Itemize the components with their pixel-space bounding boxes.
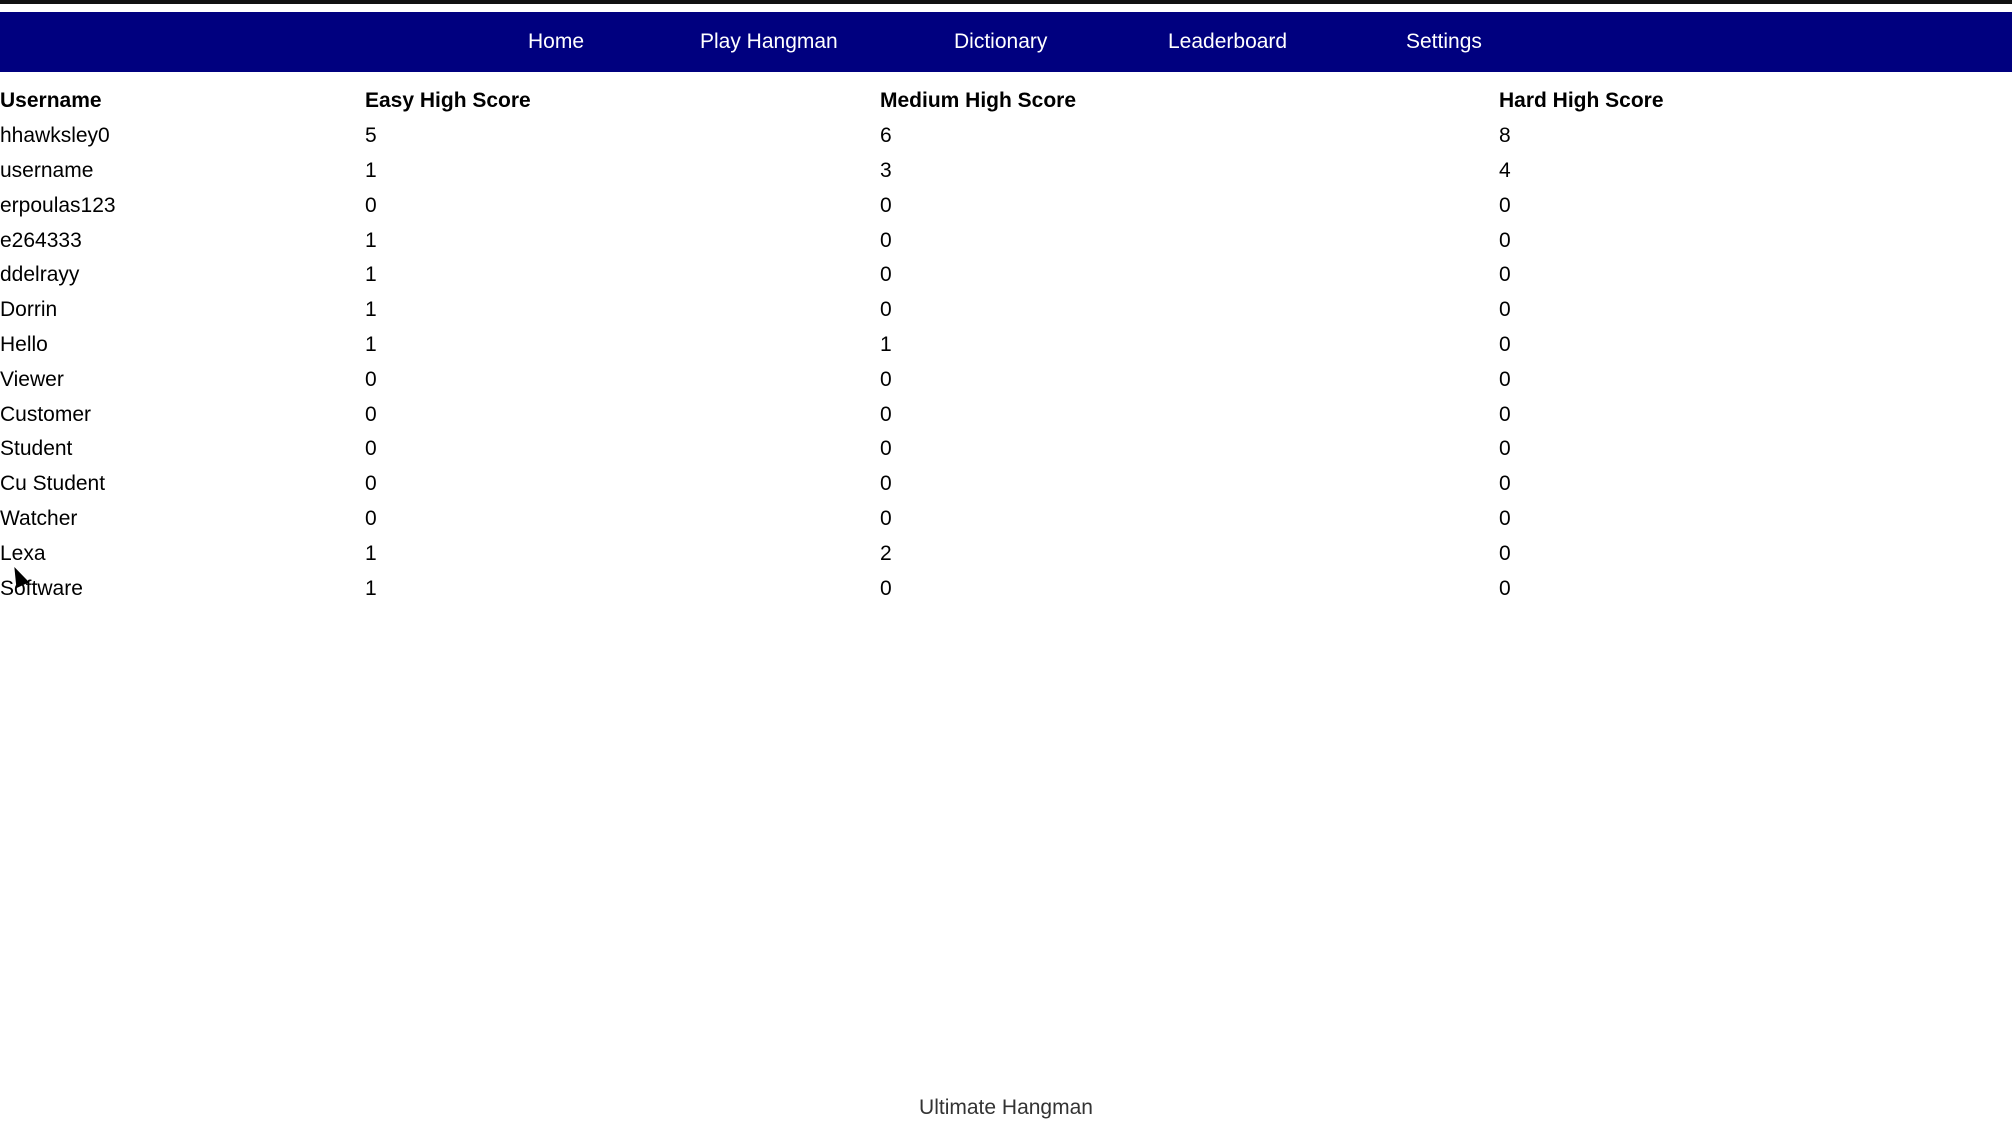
cell-medium-score: 6 xyxy=(880,124,892,148)
nav-dictionary-link[interactable]: Dictionary xyxy=(954,30,1048,53)
cell-medium-score: 0 xyxy=(880,193,892,217)
cell-username: username xyxy=(0,158,94,182)
table-row xyxy=(0,467,2012,502)
cell-easy-score: 1 xyxy=(365,332,377,356)
table-row xyxy=(0,536,2012,571)
cell-medium-score: 0 xyxy=(880,402,892,426)
cell-hard-score: 0 xyxy=(1499,367,1511,391)
header-easy-score: Easy High Score xyxy=(365,89,531,113)
cell-easy-score: 1 xyxy=(365,228,377,252)
cell-medium-score: 0 xyxy=(880,576,892,600)
table-row xyxy=(0,328,2012,363)
cell-hard-score: 8 xyxy=(1499,124,1511,148)
table-row xyxy=(0,119,2012,154)
cell-easy-score: 1 xyxy=(365,541,377,565)
nav-settings-link[interactable]: Settings xyxy=(1406,30,1482,53)
cell-username: Dorrin xyxy=(0,298,58,322)
cell-medium-score: 0 xyxy=(880,298,892,322)
cell-easy-score: 0 xyxy=(365,437,377,461)
cell-hard-score: 0 xyxy=(1499,228,1511,252)
cell-username: ddelrayy xyxy=(0,263,80,287)
header-medium-score: Medium High Score xyxy=(880,89,1077,113)
cell-easy-score: 1 xyxy=(365,298,377,322)
cell-username: Watcher xyxy=(0,506,78,530)
table-row xyxy=(0,258,2012,293)
cell-hard-score: 0 xyxy=(1499,576,1511,600)
leaderboard-table xyxy=(0,84,2012,606)
cell-easy-score: 0 xyxy=(365,472,377,496)
cell-medium-score: 1 xyxy=(880,332,892,356)
header-username: Username xyxy=(0,89,102,113)
cell-hard-score: 4 xyxy=(1499,158,1511,182)
cell-hard-score: 0 xyxy=(1499,263,1511,287)
table-header-row xyxy=(0,84,2012,119)
cell-easy-score: 5 xyxy=(365,124,377,148)
nav-leaderboard-link[interactable]: Leaderboard xyxy=(1168,30,1288,53)
cell-easy-score: 1 xyxy=(365,158,377,182)
table-row xyxy=(0,154,2012,189)
cell-hard-score: 0 xyxy=(1499,193,1511,217)
cell-medium-score: 0 xyxy=(880,228,892,252)
cell-medium-score: 0 xyxy=(880,506,892,530)
cell-username: Customer xyxy=(0,402,92,426)
table-row xyxy=(0,293,2012,328)
table-row xyxy=(0,502,2012,537)
cell-medium-score: 2 xyxy=(880,541,892,565)
cell-username: Cu Student xyxy=(0,472,106,496)
cell-medium-score: 0 xyxy=(880,367,892,391)
top-border xyxy=(0,0,2012,12)
cell-medium-score: 0 xyxy=(880,263,892,287)
cell-easy-score: 0 xyxy=(365,193,377,217)
cell-medium-score: 0 xyxy=(880,472,892,496)
cell-username: Software xyxy=(0,576,83,600)
cell-hard-score: 0 xyxy=(1499,332,1511,356)
cell-easy-score: 0 xyxy=(365,402,377,426)
cell-username: Viewer xyxy=(0,367,64,391)
table-row xyxy=(0,223,2012,258)
cell-hard-score: 0 xyxy=(1499,472,1511,496)
cell-easy-score: 1 xyxy=(365,263,377,287)
cell-hard-score: 0 xyxy=(1499,506,1511,530)
footer-title: Ultimate Hangman xyxy=(919,1096,1093,1119)
nav-home-link[interactable]: Home xyxy=(528,30,585,53)
cell-hard-score: 0 xyxy=(1499,437,1511,461)
cell-easy-score: 0 xyxy=(365,506,377,530)
cell-username: hhawksley0 xyxy=(0,124,110,148)
cell-username: e264333 xyxy=(0,228,82,252)
cell-hard-score: 0 xyxy=(1499,402,1511,426)
table-row xyxy=(0,432,2012,467)
cell-hard-score: 0 xyxy=(1499,541,1511,565)
table-row xyxy=(0,188,2012,223)
cell-username: Lexa xyxy=(0,541,46,565)
nav-play-hangman-link[interactable]: Play Hangman xyxy=(700,30,838,53)
table-row xyxy=(0,397,2012,432)
cell-easy-score: 0 xyxy=(365,367,377,391)
navbar xyxy=(0,12,2012,72)
cell-medium-score: 3 xyxy=(880,158,892,182)
cell-username: erpoulas123 xyxy=(0,193,116,217)
header-hard-score: Hard High Score xyxy=(1499,89,1664,113)
cell-medium-score: 0 xyxy=(880,437,892,461)
table-row xyxy=(0,571,2012,606)
cell-easy-score: 1 xyxy=(365,576,377,600)
cell-username: Student xyxy=(0,437,73,461)
cell-hard-score: 0 xyxy=(1499,298,1511,322)
cell-username: Hello xyxy=(0,332,48,356)
table-row xyxy=(0,362,2012,397)
